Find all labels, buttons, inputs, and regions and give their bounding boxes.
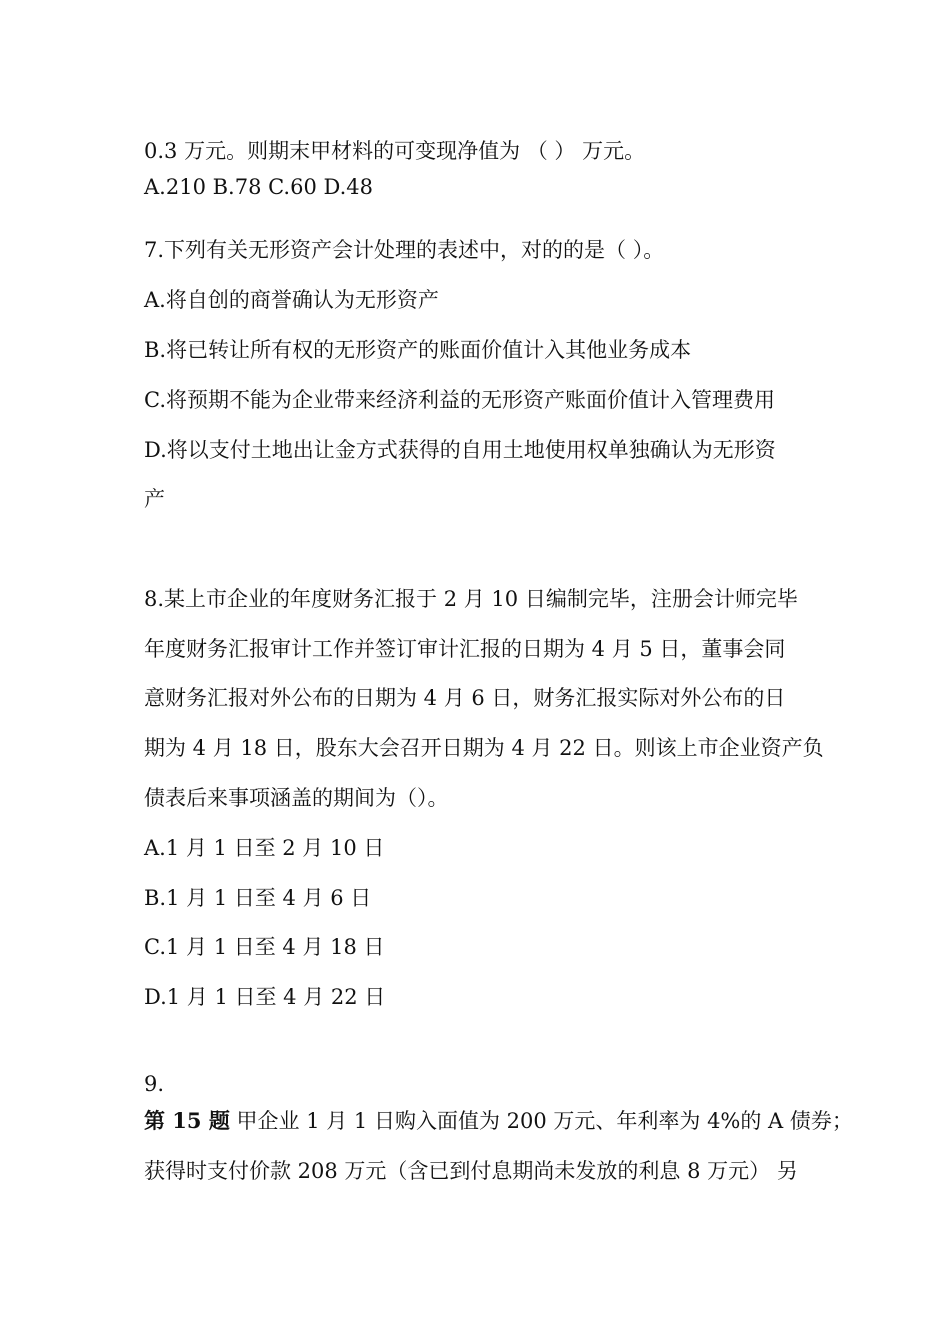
question-8-stem-line-3: 意财务汇报对外公布的日期为 4 月 6 日，财务汇报实际对外公布的日 xyxy=(144,686,786,710)
question-7-stem: 7.下列有关无形资产会计处理的表述中，对的的是（ ）。 xyxy=(144,238,665,262)
question-8-stem-line-1: 8.某上市企业的年度财务汇报于 2 月 10 日编制完毕，注册会计师完毕 xyxy=(144,587,798,611)
question-7-option-c: C.将预期不能为企业带来经济利益的无形资产账面价值计入管理费用 xyxy=(144,388,775,412)
question-7-option-a: A.将自创的商誉确认为无形资产 xyxy=(144,288,439,312)
question-8-stem-line-4: 期为 4 月 18 日，股东大会召开日期为 4 月 22 日。则该上市企业资产负 xyxy=(144,736,824,760)
question-8-option-d: D.1 月 1 日至 4 月 22 日 xyxy=(144,985,386,1009)
question-8-stem-line-2: 年度财务汇报审计工作并签订审计汇报的日期为 4 月 5 日，董事会同 xyxy=(144,637,786,661)
question-8-option-a: A.1 月 1 日至 2 月 10 日 xyxy=(144,836,385,860)
question-7-option-b: B.将已转让所有权的无形资产的账面价值计入其他业务成本 xyxy=(144,338,692,362)
question-8-option-b: B.1 月 1 日至 4 月 6 日 xyxy=(144,886,372,910)
question-9-title: 第 15 题 xyxy=(144,1108,230,1133)
fragment-options: A.210 B.78 C.60 D.48 xyxy=(144,175,373,199)
question-9-stem-line-2: 获得时支付价款 208 万元（含已到付息期尚未发放的利息 8 万元） 另 xyxy=(144,1159,798,1183)
fragment-text-line: 0.3 万元。则期末甲材料的可变现净值为 （ ） 万元。 xyxy=(144,139,646,163)
question-8-stem-line-5: 债表后来事项涵盖的期间为（）。 xyxy=(144,786,449,810)
question-9-stem-line-1 xyxy=(144,1107,853,1135)
question-8-option-c: C.1 月 1 日至 4 月 18 日 xyxy=(144,935,385,959)
question-9-stem-text: 甲企业 1 月 1 日购入面值为 200 万元、年利率为 4%的 A 债券； xyxy=(229,1109,853,1133)
question-9-number: 9. xyxy=(144,1072,165,1096)
question-7-option-d: D.将以支付土地出让金方式获得的自用土地使用权单独确认为无形资 xyxy=(144,438,776,462)
question-7-option-d-continuation: 产 xyxy=(144,487,165,511)
